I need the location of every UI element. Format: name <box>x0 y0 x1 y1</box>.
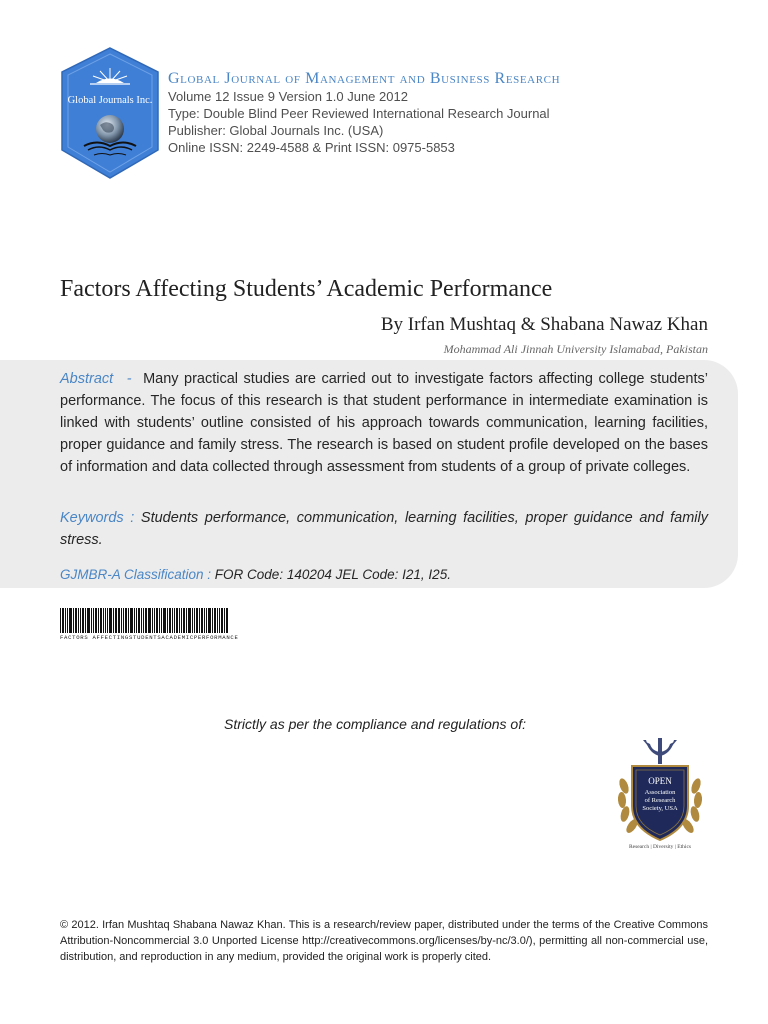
barcode-bar <box>67 608 68 633</box>
barcode-bar <box>176 608 178 633</box>
barcode-bar <box>75 608 77 633</box>
abstract-label: Abstract <box>60 371 114 387</box>
barcode-bar <box>91 608 92 633</box>
barcode-bar <box>65 608 66 633</box>
barcode-bar <box>174 608 175 633</box>
seal-line-2: Association <box>644 789 676 796</box>
barcode-bar <box>125 608 127 633</box>
classification-label: GJMBR-A Classification : <box>60 567 212 582</box>
barcode-bar <box>62 608 64 633</box>
classification <box>60 565 708 585</box>
barcode-bar <box>179 608 180 633</box>
barcode-bar <box>226 608 228 633</box>
compliance-note: Strictly as per the compliance and regulations of: <box>224 716 526 732</box>
barcode-bar <box>103 608 104 633</box>
journal-name: Global Journal of Management and Business Research <box>168 70 561 87</box>
abstract-body: Many practical studies are carried out to investigate factors affecting college students’ performance. The focus of this research is that student performance in intermediate examination is linked with students’ outline consisted of his approach towards communication, learning facilities, proper guidance and family stress. The research is based on student profile developed on the bases of information and data collected through assessment from students of a group of private colleges. <box>60 371 708 475</box>
barcode-bars <box>60 608 268 633</box>
keywords-label: Keywords : <box>60 510 135 526</box>
barcode-bar <box>204 608 205 633</box>
barcode-bar <box>145 608 147 633</box>
barcode-bar <box>78 608 79 633</box>
barcode-bar <box>60 608 61 633</box>
barcode-bar <box>136 608 137 633</box>
barcode-bar <box>85 608 86 633</box>
barcode-text: FACTORS AFFECTINGSTUDENTSACADEMICPERFORMANCE <box>60 634 239 641</box>
barcode-bar <box>208 608 211 633</box>
seal-line-4: Society, USA <box>642 805 678 812</box>
issn-line: Online ISSN: 2249-4588 & Print ISSN: 0975-5853 <box>168 140 455 155</box>
barcode <box>60 608 270 642</box>
barcode-bar <box>167 608 168 633</box>
barcode-bar <box>95 608 97 633</box>
barcode-bar <box>93 608 94 633</box>
barcode-bar <box>214 608 216 633</box>
barcode-bar <box>192 608 193 633</box>
barcode-bar <box>118 608 120 633</box>
barcode-bar <box>69 608 72 633</box>
license-footer: © 2012. Irfan Mushtaq Shabana Nawaz Khan. This is a research/review paper, distributed under the terms of the Creative Commons Attribution-Noncommercial 3.0 Unported License http://creativecommons.org/licenses/by-nc/3.0/), permitting all non-commercial use, distribution, and reproduction in any medium, provided the original work is properly cited. <box>60 919 708 963</box>
barcode-bar <box>196 608 198 633</box>
type-line: Type: Double Blind Peer Reviewed International Research Journal <box>168 106 550 121</box>
barcode-bar <box>152 608 153 633</box>
barcode-bar <box>194 608 195 633</box>
seal-line-1: OPEN <box>648 776 672 786</box>
barcode-bar <box>169 608 171 633</box>
barcode-bar <box>80 608 81 633</box>
barcode-bar <box>143 608 144 633</box>
seal-line-3: of Research <box>644 797 676 804</box>
barcode-bar <box>115 608 117 633</box>
keywords <box>60 507 708 551</box>
barcode-bar <box>181 608 182 633</box>
barcode-bar <box>188 608 191 633</box>
paper-title: Factors Affecting Students’ Academic Performance <box>60 276 553 302</box>
barcode-bar <box>121 608 122 633</box>
seal-caption: Research | Diversity | Ethics <box>628 844 692 850</box>
author-affiliation: Mohammad Ali Jinnah University Islamabad, Pakistan <box>443 342 708 356</box>
abstract <box>60 368 708 478</box>
barcode-bar <box>148 608 151 633</box>
publisher-line: Publisher: Global Journals Inc. (USA) <box>168 123 384 138</box>
barcode-bar <box>201 608 203 633</box>
barcode-bar <box>221 608 223 633</box>
classification-body: FOR Code: 140204 JEL Code: I21, I25. <box>214 567 451 582</box>
barcode-bar <box>217 608 218 633</box>
barcode-bar <box>82 608 84 633</box>
journal-info <box>168 70 748 156</box>
barcode-bar <box>87 608 90 633</box>
barcode-bar <box>113 608 114 633</box>
barcode-bar <box>98 608 99 633</box>
barcode-bar <box>183 608 185 633</box>
barcode-bar <box>163 608 166 633</box>
barcode-bar <box>219 608 220 633</box>
barcode-bar <box>128 608 129 633</box>
barcode-bar <box>109 608 112 633</box>
barcode-bar <box>156 608 158 633</box>
barcode-bar <box>159 608 160 633</box>
barcode-bar <box>224 608 225 633</box>
paper-authors: By Irfan Mushtaq & Shabana Nawaz Khan <box>380 314 708 335</box>
barcode-bar <box>134 608 135 633</box>
oars-seal <box>610 736 710 854</box>
barcode-bar <box>100 608 102 633</box>
barcode-bar <box>138 608 140 633</box>
barcode-bar <box>123 608 124 633</box>
abstract-separator: - <box>126 371 132 387</box>
barcode-bar <box>130 608 133 633</box>
barcode-bar <box>161 608 162 633</box>
barcode-bar <box>206 608 207 633</box>
barcode-bar <box>199 608 200 633</box>
barcode-bar <box>73 608 74 633</box>
keywords-body: Students performance, communication, learning facilities, proper guidance and family stress. <box>60 510 708 548</box>
barcode-bar <box>141 608 142 633</box>
barcode-bar <box>212 608 213 633</box>
barcode-bar <box>105 608 106 633</box>
barcode-bar <box>154 608 155 633</box>
barcode-bar <box>186 608 187 633</box>
logo-text: Global Journals Inc. <box>67 95 153 106</box>
barcode-bar <box>107 608 108 633</box>
volume-line: Volume 12 Issue 9 Version 1.0 June 2012 <box>168 89 408 104</box>
journal-logo <box>60 46 160 180</box>
barcode-bar <box>172 608 173 633</box>
